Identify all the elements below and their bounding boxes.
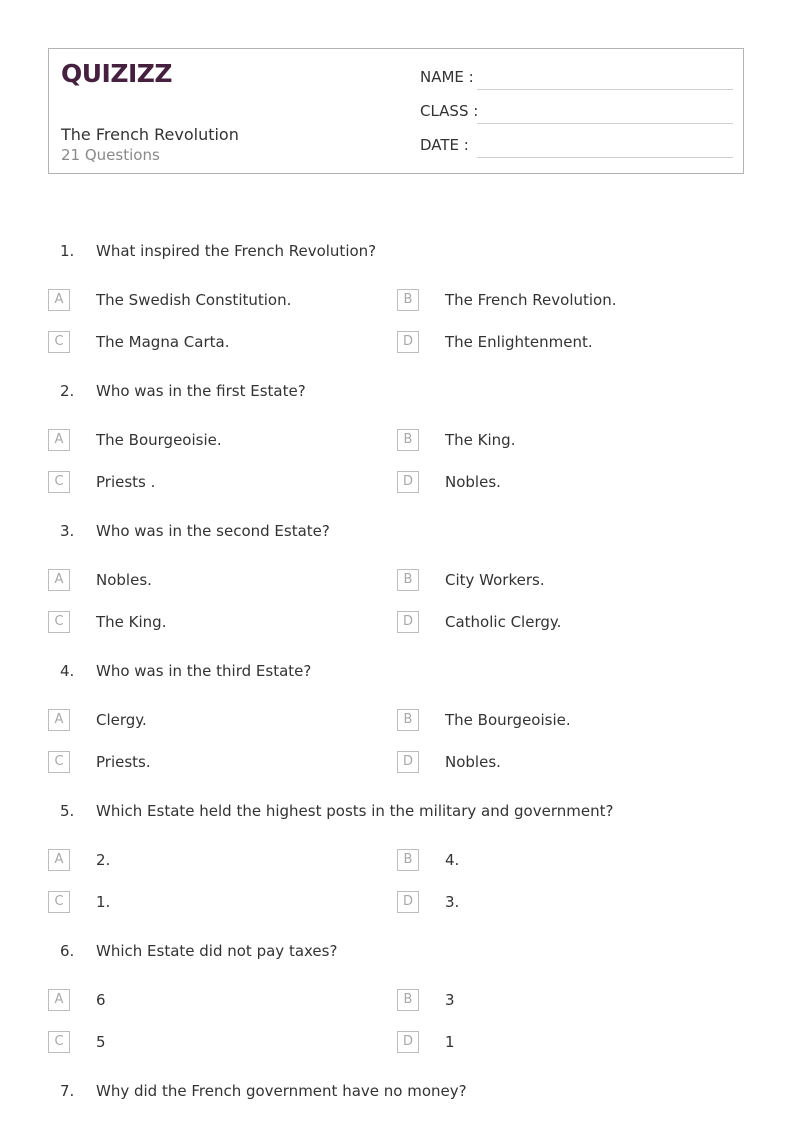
option-text: Nobles. xyxy=(96,571,152,589)
option-text: 4. xyxy=(445,851,460,869)
answer-option-a[interactable] xyxy=(48,709,348,733)
answer-option-d[interactable] xyxy=(397,891,697,915)
question-4 xyxy=(0,662,794,686)
answer-option-c[interactable] xyxy=(48,611,348,635)
option-letter-box: A xyxy=(48,289,70,311)
answer-option-c[interactable] xyxy=(48,331,348,355)
option-letter-box: B xyxy=(397,289,419,311)
quizizz-logo: QUIZIZZ xyxy=(61,59,173,88)
answer-option-c[interactable] xyxy=(48,751,348,775)
option-text: 3. xyxy=(445,893,460,911)
option-text: The Magna Carta. xyxy=(96,333,230,351)
worksheet-header xyxy=(48,48,744,174)
option-text: The Bourgeoisie. xyxy=(445,711,571,729)
question-number: 6. xyxy=(60,942,75,960)
class-line xyxy=(477,123,733,124)
option-text: Nobles. xyxy=(445,753,501,771)
option-text: City Workers. xyxy=(445,571,545,589)
question-7 xyxy=(0,1082,794,1106)
option-letter-box: D xyxy=(397,751,419,773)
answer-option-b[interactable] xyxy=(397,989,697,1013)
option-text: 5 xyxy=(96,1033,106,1051)
answer-option-a[interactable] xyxy=(48,569,348,593)
question-5 xyxy=(0,802,794,826)
option-letter-box: D xyxy=(397,891,419,913)
option-letter-box: C xyxy=(48,891,70,913)
question-1 xyxy=(0,242,794,266)
option-letter-box: B xyxy=(397,569,419,591)
answer-option-a[interactable] xyxy=(48,429,348,453)
option-text: The Swedish Constitution. xyxy=(96,291,292,309)
option-letter-box: D xyxy=(397,611,419,633)
option-letter-box: C xyxy=(48,1031,70,1053)
question-text: Who was in the third Estate? xyxy=(96,662,312,680)
option-text: Nobles. xyxy=(445,473,501,491)
question-2 xyxy=(0,382,794,406)
option-text: 2. xyxy=(96,851,111,869)
question-text: Which Estate did not pay taxes? xyxy=(96,942,338,960)
question-number: 3. xyxy=(60,522,75,540)
option-letter-box: A xyxy=(48,709,70,731)
option-text: The King. xyxy=(445,431,516,449)
option-text: Clergy. xyxy=(96,711,147,729)
question-text: Who was in the first Estate? xyxy=(96,382,306,400)
answer-option-c[interactable] xyxy=(48,471,348,495)
answer-option-d[interactable] xyxy=(397,611,697,635)
option-letter-box: D xyxy=(397,1031,419,1053)
option-letter-box: A xyxy=(48,429,70,451)
answer-option-c[interactable] xyxy=(48,1031,348,1055)
question-6 xyxy=(0,942,794,966)
option-text: 6 xyxy=(96,991,106,1009)
option-text: 3 xyxy=(445,991,455,1009)
question-number: 1. xyxy=(60,242,75,260)
question-number: 4. xyxy=(60,662,75,680)
option-letter-box: A xyxy=(48,849,70,871)
answer-option-b[interactable] xyxy=(397,429,697,453)
option-letter-box: C xyxy=(48,471,70,493)
name-line xyxy=(477,89,733,90)
date-line xyxy=(477,157,733,158)
option-letter-box: B xyxy=(397,849,419,871)
answer-option-a[interactable] xyxy=(48,849,348,873)
question-text: Who was in the second Estate? xyxy=(96,522,330,540)
answer-option-c[interactable] xyxy=(48,891,348,915)
question-number: 7. xyxy=(60,1082,75,1100)
answer-option-b[interactable] xyxy=(397,569,697,593)
option-text: 1 xyxy=(445,1033,455,1051)
option-letter-box: B xyxy=(397,989,419,1011)
question-text: Why did the French government have no money? xyxy=(96,1082,467,1100)
question-text: What inspired the French Revolution? xyxy=(96,242,377,260)
answer-option-b[interactable] xyxy=(397,849,697,873)
question-3 xyxy=(0,522,794,546)
name-label: NAME : xyxy=(420,68,474,86)
class-label: CLASS : xyxy=(420,102,479,120)
answer-option-b[interactable] xyxy=(397,709,697,733)
answer-option-a[interactable] xyxy=(48,289,348,313)
answer-option-b[interactable] xyxy=(397,289,697,313)
answer-option-a[interactable] xyxy=(48,989,348,1013)
option-text: The Bourgeoisie. xyxy=(96,431,222,449)
option-letter-box: A xyxy=(48,989,70,1011)
date-label: DATE : xyxy=(420,136,469,154)
worksheet-title: The French Revolution xyxy=(61,125,239,144)
answer-option-d[interactable] xyxy=(397,1031,697,1055)
option-letter-box: B xyxy=(397,709,419,731)
question-text: Which Estate held the highest posts in the military and government? xyxy=(96,802,614,820)
answer-option-d[interactable] xyxy=(397,751,697,775)
question-number: 5. xyxy=(60,802,75,820)
option-text: Catholic Clergy. xyxy=(445,613,562,631)
option-letter-box: C xyxy=(48,331,70,353)
option-letter-box: A xyxy=(48,569,70,591)
answer-option-d[interactable] xyxy=(397,331,697,355)
option-text: Priests. xyxy=(96,753,151,771)
option-text: Priests . xyxy=(96,473,156,491)
option-letter-box: C xyxy=(48,751,70,773)
option-text: The Enlightenment. xyxy=(445,333,593,351)
question-number: 2. xyxy=(60,382,75,400)
option-letter-box: B xyxy=(397,429,419,451)
option-text: The French Revolution. xyxy=(445,291,617,309)
option-text: 1. xyxy=(96,893,111,911)
answer-option-d[interactable] xyxy=(397,471,697,495)
question-count: 21 Questions xyxy=(61,146,160,164)
option-letter-box: D xyxy=(397,471,419,493)
option-text: The King. xyxy=(96,613,167,631)
option-letter-box: C xyxy=(48,611,70,633)
option-letter-box: D xyxy=(397,331,419,353)
